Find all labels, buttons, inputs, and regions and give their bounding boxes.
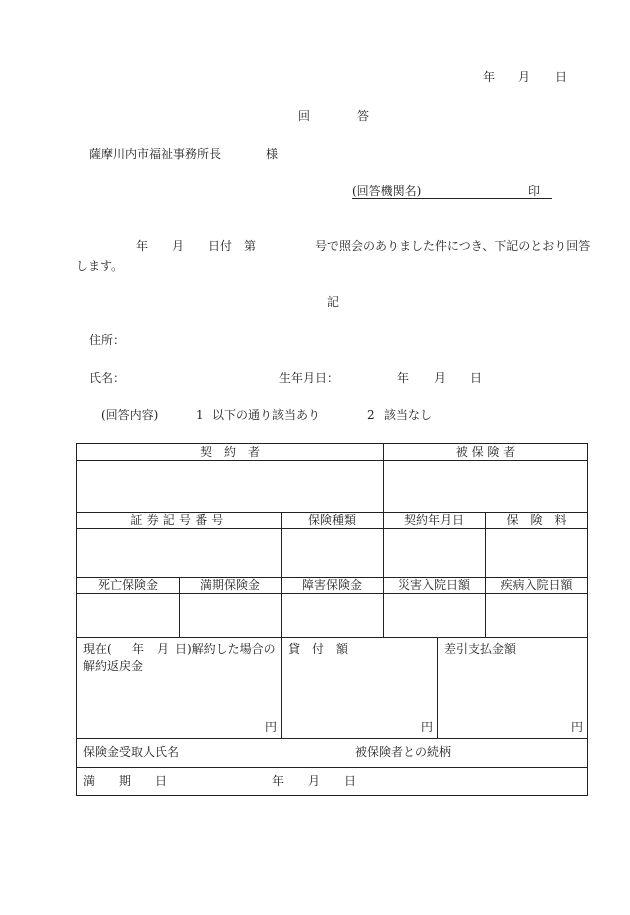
rule [485, 512, 486, 637]
loan-amount-label: 貸 付 額 [288, 642, 349, 656]
answer-label: (回答内容) [101, 408, 159, 422]
rule [77, 767, 587, 768]
rule [77, 460, 587, 461]
contractor-header: 契 約 者 [199, 445, 260, 459]
option-1-number: 1 [196, 408, 204, 422]
rule [281, 637, 282, 738]
surrender-month: 月 [157, 642, 170, 656]
rule [77, 738, 587, 739]
yen-unit: 円 [421, 720, 434, 734]
relation-label: 被保険者との続柄 [355, 745, 452, 759]
body-dayref: 日付 第 [208, 239, 257, 253]
disability-benefit-header: 障害保険金 [301, 578, 362, 592]
birth-month: 月 [434, 371, 447, 385]
rule [383, 512, 384, 637]
death-benefit-header: 死亡保険金 [97, 578, 158, 592]
body-year: 年 [136, 239, 149, 253]
accident-hospital-header: 災害入院日額 [397, 578, 470, 592]
body-month: 月 [172, 239, 185, 253]
surrender-tail: 日)解約した場合の [175, 642, 276, 656]
maturity-day: 日 [344, 774, 357, 788]
body-rest: 号で照会のありました件につき、下記のとおり回答 [315, 239, 591, 253]
option-2-number: 2 [367, 408, 375, 422]
rule [77, 637, 587, 638]
yen-unit: 円 [571, 720, 584, 734]
maturity-month: 月 [308, 774, 321, 788]
maturity-benefit-header: 満期保険金 [199, 578, 260, 592]
policy-number-header: 証券記号番号 [130, 513, 228, 527]
insured-header: 被 保 険 者 [455, 445, 516, 459]
premium-header: 保 険 料 [506, 513, 567, 527]
birthdate-label: 生年月日： [279, 371, 340, 385]
insurance-table [76, 443, 588, 796]
birth-year: 年 [397, 371, 410, 385]
rule [77, 593, 587, 594]
rule [77, 528, 587, 529]
ki-heading: 記 [327, 295, 340, 309]
date-year: 年 [483, 70, 496, 84]
date-day: 日 [555, 70, 568, 84]
beneficiary-name-label: 保険金受取人氏名 [83, 745, 180, 759]
option-1-label: 以下の通り該当あり [212, 408, 321, 422]
yen-unit: 円 [265, 720, 278, 734]
addressee-honorific: 様 [266, 147, 279, 161]
net-payment-label: 差引支払金額 [444, 642, 517, 656]
respondent-label: (回答機関名) [352, 184, 422, 198]
option-2-label: 該当なし [384, 408, 433, 422]
respondent-line [352, 184, 552, 199]
title-char-2: 答 [357, 109, 370, 123]
surrender-now: 現在( [83, 642, 112, 656]
sickness-hospital-header: 疾病入院日額 [500, 578, 573, 592]
insurance-type-header: 保険種類 [307, 513, 356, 527]
date-month: 月 [518, 70, 531, 84]
birth-day: 日 [470, 371, 483, 385]
surrender-year: 年 [132, 642, 145, 656]
surrender-line2: 解約返戻金 [83, 659, 144, 673]
title-char-1: 回 [298, 109, 311, 123]
maturity-date-label: 満 期 日 [83, 774, 168, 788]
address-label: 住所： [89, 333, 126, 347]
name-label: 氏名： [89, 371, 126, 385]
addressee-name: 薩摩川内市福祉事務所長 [89, 147, 222, 161]
rule [437, 637, 438, 738]
maturity-year: 年 [272, 774, 285, 788]
seal-mark: 印 [528, 184, 541, 198]
body-line2: します。 [76, 259, 124, 273]
rule [281, 512, 282, 637]
contract-date-header: 契約年月日 [403, 513, 464, 527]
